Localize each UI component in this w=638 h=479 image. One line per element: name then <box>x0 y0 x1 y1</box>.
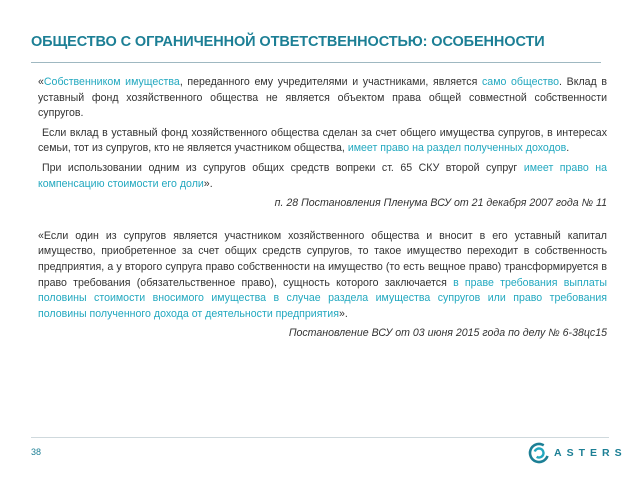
block1-paragraph-3 <box>38 161 607 192</box>
block1-paragraph-1 <box>38 75 607 122</box>
page-number: 38 <box>31 447 42 457</box>
block1-paragraph-2 <box>38 126 607 157</box>
body-text: . <box>566 142 570 155</box>
body-text: Если вклад в уставный фонд хозяйственного общества сделан за счет общего имущества супругов, в интересах семьи, тот из супругов, кто не является участником общества, <box>38 126 607 155</box>
body-text: ». <box>338 307 348 320</box>
block2-paragraph-1 <box>38 229 607 323</box>
body-text: « <box>38 76 44 88</box>
body-text: . Вклад в уставный фонд хозяйственного общества не является объектом права общей совместной собственности супругов. <box>38 76 607 120</box>
body-text: При использовании одним из супругов общих средств вопреки ст. 65 СКУ второй супруг <box>42 161 524 174</box>
logo-text: ASTERS <box>554 447 627 459</box>
body-text: , переданного ему учредителями и участниками, является <box>179 76 482 88</box>
body-text: «Если один из супругов является участником хозяйственного общества и вносит в его уставный капитал имущество, приобретенное за счет общих средств супругов, то такое имущество переходит в собственность предприятия, а у второго супруга право собственности на имущество (то есть вещное право) трансформируется в право требования (обязательственное право), сущность которого заключается <box>38 229 607 289</box>
asters-logo-icon <box>528 442 550 464</box>
block2-citation: Постановление ВСУ от 03 июня 2015 года по делу № 6-38цс15 <box>288 327 607 340</box>
content-area <box>38 75 607 359</box>
block1-citation: п. 28 Постановления Пленума ВСУ от 21 декабря 2007 года № 11 <box>274 197 607 210</box>
highlighted-text: само общество <box>482 76 560 88</box>
highlighted-text: имеет право на компенсацию стоимости его доли <box>38 161 607 190</box>
highlighted-text: в праве требования выплаты половины стоимости вносимого имущества в случае раздела имущества супругов или право требования половины полученного дохода от деятельности предприятия <box>38 276 607 320</box>
page-title: ОБЩЕСТВО С ОГРАНИЧЕННОЙ ОТВЕТСТВЕННОСТЬЮ: ОСОБЕННОСТИ <box>31 34 545 50</box>
title-divider <box>31 62 601 63</box>
asters-logo <box>528 442 627 464</box>
footer-divider <box>31 437 609 438</box>
body-text: ». <box>203 177 213 190</box>
highlighted-text: Собственником имущества <box>43 76 180 88</box>
highlighted-text: имеет право на раздел полученных доходов <box>347 142 567 155</box>
